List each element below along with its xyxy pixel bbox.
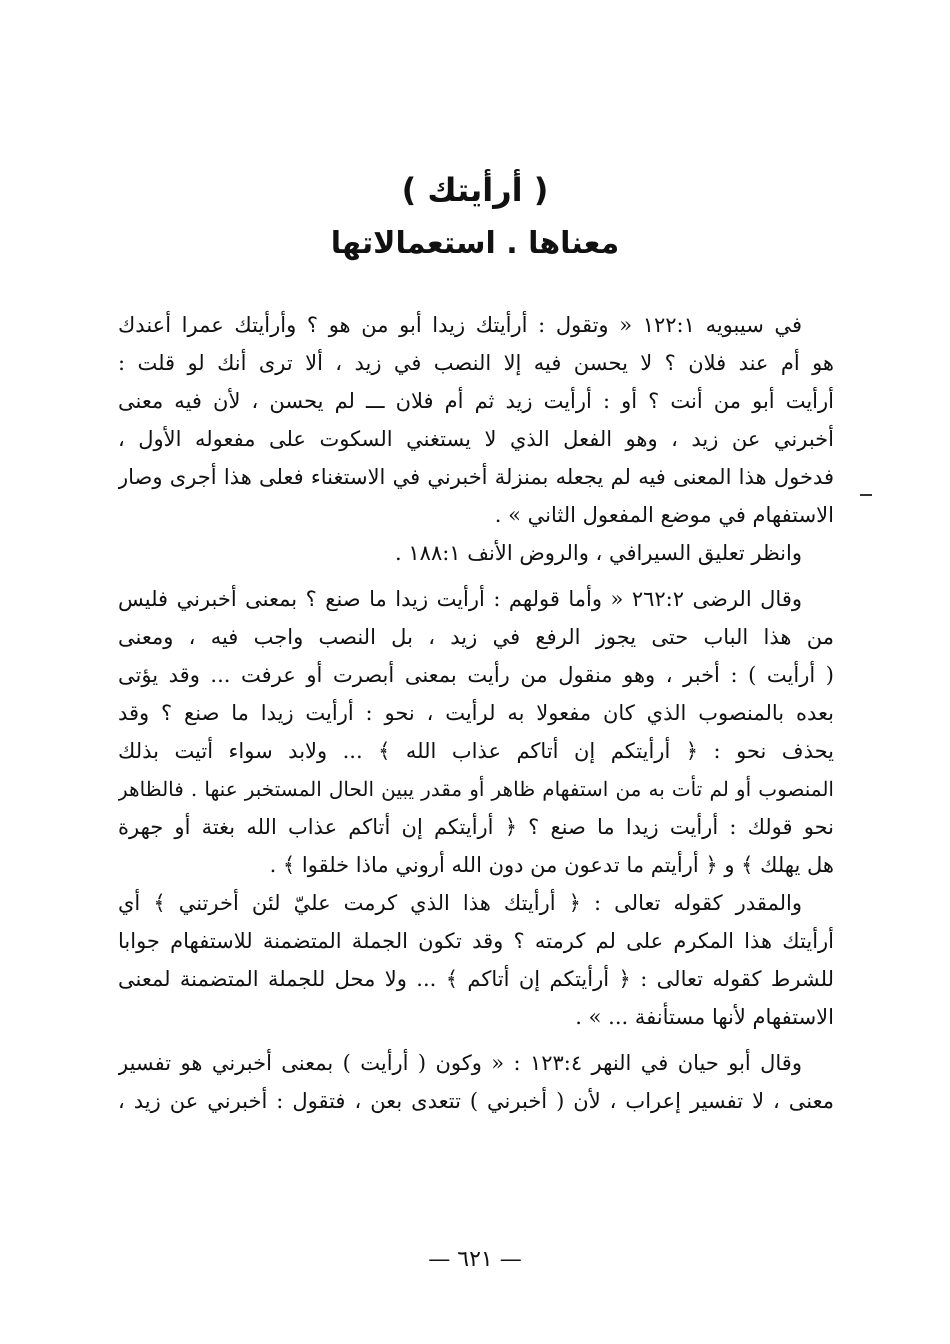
text-line: أرأيتك هذا المكرم على لم كرمته ؟ وقد تكون الجملة المتضمنة للاستفهام جوابا <box>118 929 834 953</box>
text-line: بعده بالمنصوب الذي كان مفعولا به لرأيت ، نحو : أرأيت زيدا ما صنع ؟ وقد <box>118 701 834 725</box>
text-line: للشرط كقوله تعالى : ﴿ أرأيتكم إن أتاكم ﴾ ... ولا محل للجملة المتضمنة لمعنى <box>118 967 834 991</box>
page-number: — ٦٢١ — <box>428 1247 522 1272</box>
text-line: فدخول هذا المعنى فيه لم يجعله بمنزلة أخبرني في الاستغناء فعلى هذا أجرى وصار <box>118 465 834 489</box>
text-line: الاستفهام لأنها مستأنفة ... » . <box>575 1005 834 1029</box>
text-line: هو أم عند فلان ؟ لا يحسن فيه إلا النصب في زيد ، ألا ترى أنك لو قلت : <box>118 351 834 375</box>
text-line: والمقدر كقوله تعالى : ﴿ أرأيتك هذا الذي كرمت عليّ لئن أخرتني ﴾ أي <box>118 891 802 915</box>
text-line: وقال الرضى ٢٦٢:٢ « وأما قولهم : أرأيت زيدا ما صنع ؟ بمعنى أخبرني فليس <box>118 587 802 611</box>
text-line: الاستفهام في موضع المفعول الثاني » . <box>494 503 834 527</box>
text-line: نحو قولك : أرأيت زيدا ما صنع ؟ ﴿ أرأيتكم إن أتاكم عذاب الله بغتة أو جهرة <box>118 815 834 839</box>
text-line: في سيبويه ١٢٢:١ « وتقول : أرأيتك زيدا أبو من هو ؟ وأرأيتك عمرا أعندك <box>118 313 802 337</box>
page-title: ( أرأيتك ) <box>401 171 549 209</box>
body-text <box>118 306 834 1120</box>
text-line: ( أرأيت ) : أخبر ، وهو منقول من رأيت بمعنى أبصرت أو عرفت ... وقد يؤتى <box>118 663 834 687</box>
text-line: معنى ، لا تفسير إعراب ، لأن ( أخبرني ) تتعدى بعن ، فتقول : أخبرني عن زيد ، <box>118 1089 834 1113</box>
text-line: يحذف نحو : ﴿ أرأيتكم إن أتاكم عذاب الله ﴾ ... ولابد سواء أتيت بذلك <box>118 739 834 763</box>
text-line: وانظر تعليق السيرافي ، والروض الأنف ١٨٨:١ . <box>395 541 802 565</box>
text-line: أرأيت أبو من أنت ؟ أو : أرأيت زيد ثم أم فلان ـــ لم يحسن ، لأن فيه معنى <box>118 389 834 413</box>
text-line: وقال أبو حيان في النهر ١٢٣:٤ : « وكون ( أرأيت ) بمعنى أخبرني هو تفسير <box>118 1051 802 1075</box>
page-subtitle: معناها . استعمالاتها <box>330 226 620 261</box>
text-line: من هذا الباب حتى يجوز الرفع في زيد ، بل النصب واجب فيه ، ومعنى <box>118 625 834 649</box>
text-line: هل يهلك ﴾ و ﴿ أرأيتم ما تدعون من دون الله أروني ماذا خلقوا ﴾ . <box>269 853 834 877</box>
margin-mark <box>860 494 872 496</box>
text-line: المنصوب أو لم تأت به من استفهام ظاهر أو مقدر يبين الحال المستخبر عنها . فالظاهر <box>118 777 834 801</box>
text-line: أخبرني عن زيد ، وهو الفعل الذي لا يستغني السكوت على مفعوله الأول ، <box>118 427 834 451</box>
